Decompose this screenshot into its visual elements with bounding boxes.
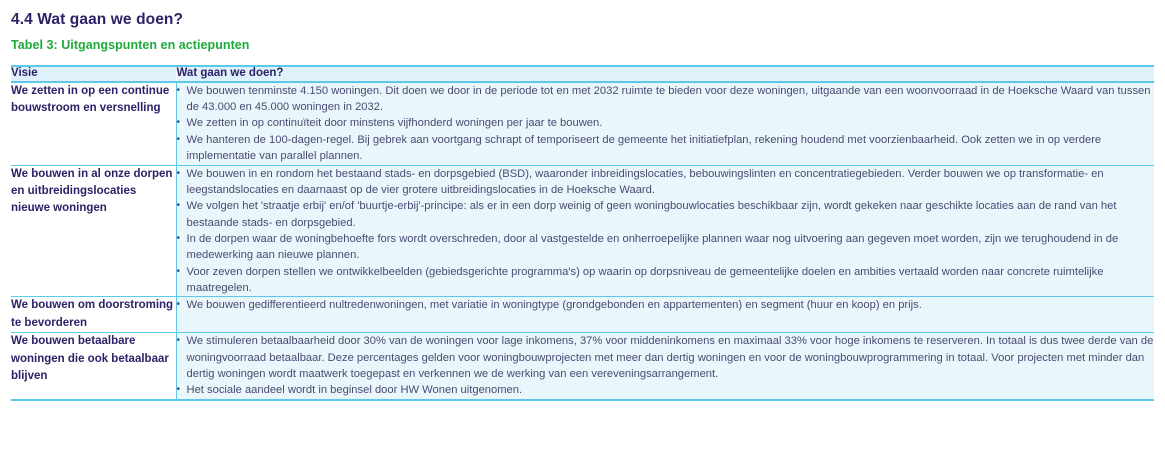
list-item: • We volgen het 'straatje erbij' en/of 'buurtje-erbij'-principe: als er in een dorp weinig of geen woningbouwlocaties beschikbaar zijn, wordt gekeken naar geschikte locaties aan de rand van het bestaande stads- en dorpsgebied.: [177, 198, 1155, 231]
list-item: • We stimuleren betaalbaarheid door 30% van de woningen voor lage inkomens, 37% voor middeninkomens en maximaal 33% voor hoge inkomens te reserveren. In totaal is dus twee derde van de woningvoorraad betaalbaar. Deze percentages gelden voor woningbouwprojecten met meer dan dertig woningen en voor de woningbouwprogrammering in totaal. Voor projecten met minder dan dertig woningen wordt maatwerk toegepast en verkennen we de werking van een vereveningsarrangement.: [177, 333, 1155, 382]
visie-cell: We bouwen in al onze dorpen en uitbreidingslocaties nieuwe woningen: [11, 165, 176, 297]
bullet-list: [177, 333, 1155, 398]
table-caption: Tabel 3: Uitgangspunten en actiepunten: [11, 38, 250, 52]
column-header-actie: Wat gaan we doen?: [176, 66, 1154, 82]
table-row: [11, 165, 1154, 297]
table-row: [11, 333, 1154, 400]
list-item: • We bouwen tenminste 4.150 woningen. Dit doen we door in de periode tot en met 2032 ruimte te bieden voor deze woningen, uitgaande van een woonvoorraad in de Hoeksche Waard van tussen de 43.000 en 45.000 woningen in 2032.: [177, 83, 1155, 116]
actie-cell: [176, 333, 1154, 400]
visie-cell: We bouwen betaalbare woningen die ook betaalbaar blijven: [11, 333, 176, 400]
table-header-row: [11, 66, 1154, 82]
list-item: • We bouwen gedifferentieerd nultredenwoningen, met variatie in woningtype (grondgebonden en appartementen) en segment (huur en koop) en prijs.: [177, 297, 1155, 313]
bullet-list: [177, 297, 1155, 313]
list-item: • Het sociale aandeel wordt in beginsel door HW Wonen uitgenomen.: [177, 382, 1155, 398]
list-item: • We hanteren de 100-dagen-regel. Bij gebrek aan voortgang schrapt of temporiseert de gemeente het initiatiefplan, rekening houdend met voorzienbaarheid. Ook zetten we in op verdere implementatie van parallel plannen.: [177, 132, 1155, 165]
page-title: 4.4 Wat gaan we doen?: [11, 11, 184, 28]
visie-cell: We bouwen om doorstroming te bevorderen: [11, 297, 176, 333]
table-container: [11, 65, 1154, 401]
table-body: [11, 82, 1154, 400]
column-header-visie: Visie: [11, 66, 176, 82]
bullet-list: [177, 166, 1155, 297]
actie-cell: [176, 297, 1154, 333]
list-item: • In de dorpen waar de woningbehoefte fors wordt overschreden, door al vastgestelde en onherroepelijke plannen waar nog uitvoering aan gegeven moet worden, zijn we terughoudend in de medewerking aan nieuwe plannen.: [177, 231, 1155, 264]
table-header: [11, 66, 1154, 82]
bullet-list: [177, 83, 1155, 165]
table-row: [11, 82, 1154, 165]
list-item: • We zetten in op continuïteit door minstens vijfhonderd woningen per jaar te bouwen.: [177, 115, 1155, 131]
list-item: • Voor zeven dorpen stellen we ontwikkelbeelden (gebiedsgerichte programma's) op waarin op dorpsniveau de gemeentelijke doelen en ambities vertaald worden naar concrete ruimtelijke maatregelen.: [177, 264, 1155, 297]
table-row: [11, 297, 1154, 333]
uitgangspunten-table: [11, 65, 1154, 401]
list-item: • We bouwen in en rondom het bestaand stads- en dorpsgebied (BSD), waaronder inbreidingslocaties, bebouwingslinten en concentratiegebieden. Verder bouwen we op transformatie- en leegstandslocaties en daarnaast op de vier grotere uitbreidingslocaties in de Hoeksche Waard.: [177, 166, 1155, 199]
actie-cell: [176, 165, 1154, 297]
actie-cell: [176, 82, 1154, 165]
visie-cell: We zetten in op een continue bouwstroom en versnelling: [11, 82, 176, 165]
